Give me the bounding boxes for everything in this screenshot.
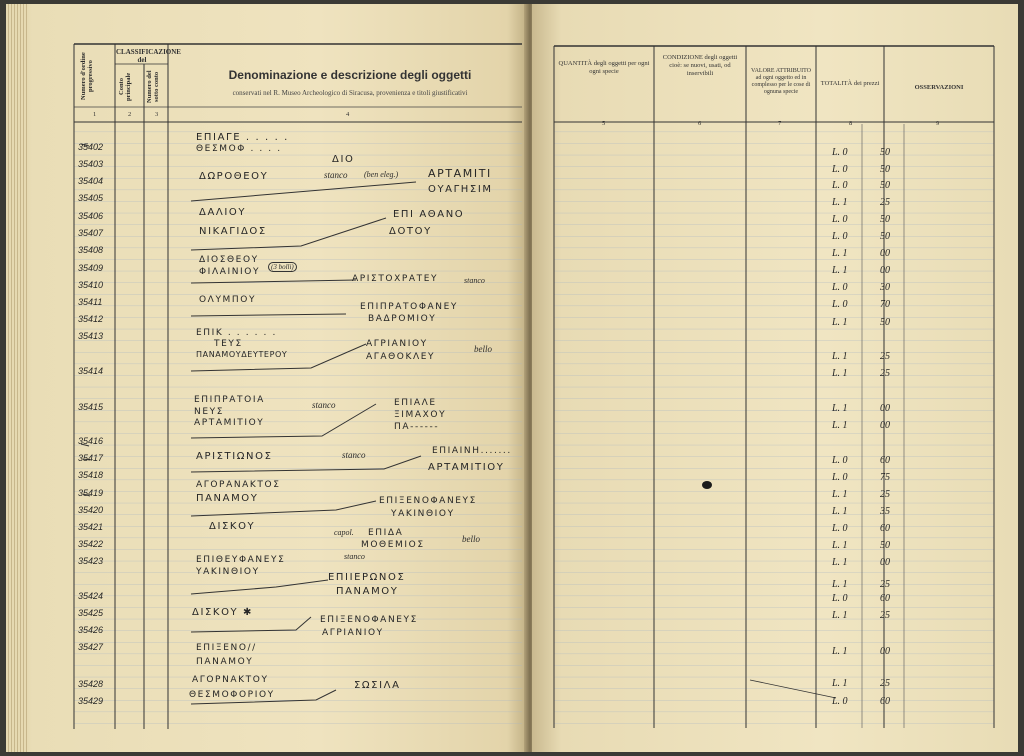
- inscription: ΠΑΝΑΜΟΥ: [336, 586, 399, 597]
- inscription: ΔΑΛΙΟΥ: [199, 207, 247, 218]
- inscription: ΑΓΡΙΑΝΙΟΥ: [322, 628, 384, 638]
- inscription: ΕΠΙΑΙΝΗ.......: [432, 446, 512, 456]
- header-osservazioni: OSSERVAZIONI: [914, 84, 964, 91]
- price-entry: [832, 317, 890, 328]
- price-lire: L. 1: [832, 506, 848, 517]
- inscription: ΟΥΑΓΗΣΙΜ: [428, 184, 493, 195]
- price-cents: 50: [880, 180, 890, 191]
- price-lire: L. 1: [832, 403, 848, 414]
- price-cents: 60: [880, 523, 890, 534]
- price-cents: 50: [880, 317, 890, 328]
- inventory-number: 35412: [78, 314, 104, 324]
- inventory-number: 35404: [78, 176, 104, 186]
- inscription: ΦΙΛΑΙΝΙΟΥ: [199, 267, 261, 277]
- left-page-ruling: [6, 4, 528, 752]
- column-number: 9: [936, 120, 940, 127]
- inventory-number: 35421: [78, 522, 104, 532]
- inscription: ΥΑΚΙΝΘΙΟΥ: [391, 509, 455, 519]
- condition-note: (ben eleg.): [364, 170, 399, 179]
- price-entry: [832, 646, 890, 657]
- price-lire: L. 0: [832, 164, 848, 175]
- price-entry: [832, 351, 890, 362]
- price-cents: 25: [880, 678, 890, 689]
- price-lire: L. 1: [832, 610, 848, 621]
- inventory-number: 35423: [78, 556, 104, 566]
- inventory-number: 35419: [78, 488, 104, 498]
- price-lire: L. 1: [832, 557, 848, 568]
- inventory-number: 35427: [78, 642, 104, 652]
- inscription: ΕΠΙ ΑΘΑΝΟ: [393, 209, 465, 220]
- price-lire: L. 0: [832, 455, 848, 466]
- price-cents: 25: [880, 351, 890, 362]
- price-cents: 25: [880, 368, 890, 379]
- condition-note: bello: [474, 344, 492, 354]
- price-cents: 75: [880, 472, 890, 483]
- price-entry: [832, 472, 890, 483]
- inscription: ΣΩΣΙΛΑ: [354, 680, 401, 691]
- inscription: ΜΟΘΕΜΙΟΣ: [361, 540, 425, 550]
- inventory-number: 35416: [78, 436, 104, 446]
- condition-note: stanco: [464, 276, 485, 285]
- header-conto-principale: Conto principale: [118, 72, 132, 102]
- inscription: ΔΙΣΚΟΥ: [209, 521, 256, 532]
- price-cents: 35: [880, 506, 890, 517]
- inscription: ΑΡΤΑΜΙΤΙΟΥ: [428, 462, 505, 473]
- header-totalita: TOTALITÀ dei prezzi: [820, 80, 880, 87]
- inscription: ΔΩΡΟΘΕΟΥ: [199, 171, 269, 182]
- inventory-number: 35407: [78, 228, 104, 238]
- column-number: 5: [602, 120, 606, 127]
- price-entry: [832, 214, 890, 225]
- inscription: ΑΡΤΑΜΙΤΙΟΥ: [194, 418, 265, 428]
- column-number: 3: [155, 111, 159, 118]
- price-entry: [832, 696, 890, 707]
- column-number: 7: [778, 120, 782, 127]
- inventory-number: 35418: [78, 470, 104, 480]
- inventory-number: 35413: [78, 331, 104, 341]
- price-entry: [832, 579, 890, 590]
- left-page: [6, 4, 528, 752]
- price-entry: [832, 489, 890, 500]
- inscription: ΞΙΜΑΧΟΥ: [394, 410, 447, 420]
- header-quantita: QUANTITÀ degli oggetti per ogni ogni specie: [558, 60, 650, 75]
- inscription: ΕΠΙΙΕΡΩΝΟΣ: [328, 572, 406, 583]
- price-cents: 25: [880, 489, 890, 500]
- price-lire: L. 0: [832, 214, 848, 225]
- price-cents: 00: [880, 420, 890, 431]
- inventory-number: 35415: [78, 402, 104, 412]
- price-lire: L. 0: [832, 696, 848, 707]
- price-lire: L. 1: [832, 540, 848, 551]
- price-cents: 70: [880, 299, 890, 310]
- price-lire: L. 0: [832, 231, 848, 242]
- inscription: ΠΑΝΑΜΟΥ: [196, 493, 259, 504]
- price-entry: [832, 403, 890, 414]
- header-numero-ordine: Numero d'ordine progressivo: [80, 52, 94, 100]
- price-entry: [832, 678, 890, 689]
- inventory-number: 35406: [78, 211, 104, 221]
- price-lire: L. 0: [832, 593, 848, 604]
- column-number: 8: [849, 120, 853, 127]
- inventory-number: 35429: [78, 696, 104, 706]
- price-cents: 50: [880, 231, 890, 242]
- inscription: ΑΡΙΣΤΙΩΝΟΣ: [196, 451, 273, 462]
- inscription: ΕΠΙΞΕΝΟΦΑΝΕΥΣ: [379, 496, 477, 506]
- price-entry: [832, 506, 890, 517]
- inventory-number: 35422: [78, 539, 104, 549]
- inscription: ΑΓΡΙΑΝΙΟΥ: [366, 339, 428, 349]
- price-lire: L. 0: [832, 147, 848, 158]
- right-page: [532, 4, 1018, 752]
- inscription: ΠΑΝΑΜΟΥΔΕΥΤΕΡΟΥ: [196, 350, 288, 359]
- inscription: ΤΕΥΣ: [214, 339, 243, 349]
- price-entry: [832, 610, 890, 621]
- price-cents: 25: [880, 579, 890, 590]
- price-cents: 60: [880, 593, 890, 604]
- inscription: ΕΠΙΔΑ: [368, 528, 404, 538]
- price-cents: 50: [880, 147, 890, 158]
- price-entry: [832, 164, 890, 175]
- price-lire: L. 1: [832, 197, 848, 208]
- price-cents: 00: [880, 557, 890, 568]
- price-entry: [832, 368, 890, 379]
- inscription: ΑΓΑΘΟΚΛΕΥ: [366, 352, 436, 362]
- page-subtitle: conservati nel R. Museo Archeologico di Siracusa, provenienza e titoli giustificativi: [232, 89, 468, 97]
- price-entry: [832, 420, 890, 431]
- inventory-number: 35405: [78, 193, 104, 203]
- condition-note: stanco: [344, 552, 365, 561]
- price-lire: L. 0: [832, 282, 848, 293]
- inventory-number: 35410: [78, 280, 104, 290]
- inscription: ΑΓΟΡΑΝΑΚΤΟΣ: [196, 480, 281, 490]
- inscription: ΕΠΙΑΛΕ: [394, 398, 437, 408]
- price-cents: 50: [880, 540, 890, 551]
- price-lire: L. 1: [832, 579, 848, 590]
- price-cents: 60: [880, 696, 890, 707]
- price-entry: [832, 593, 890, 604]
- inscription: ΑΡΙΣΤΟΧΡΑΤΕΥ: [352, 274, 439, 284]
- price-entry: [832, 147, 890, 158]
- price-lire: L. 1: [832, 248, 848, 259]
- condition-note: stanco: [342, 450, 366, 460]
- inscription: ΕΠΙΠΡΑΤΟΦΑΝΕΥ: [360, 302, 458, 312]
- price-cents: 25: [880, 197, 890, 208]
- inventory-number: 35409: [78, 263, 104, 273]
- inscription: ΝΙΚΑΓΙΔΟΣ: [199, 226, 267, 237]
- inventory-number: 35424: [78, 591, 104, 601]
- inscription: ΒΑΔΡΟΜΙΟΥ: [368, 314, 437, 324]
- price-cents: 60: [880, 455, 890, 466]
- price-entry: [832, 540, 890, 551]
- price-entry: [832, 248, 890, 259]
- inscription: ΘΕΣΜΟΦ . . . .: [196, 144, 282, 154]
- price-cents: 50: [880, 214, 890, 225]
- inscription: ΝΕΥΣ: [194, 407, 225, 417]
- inventory-number: 35402: [78, 142, 104, 152]
- inscription: ΟΛΥΜΠΟΥ: [199, 295, 257, 305]
- price-lire: L. 1: [832, 317, 848, 328]
- inventory-number: 35426: [78, 625, 104, 635]
- header-valore: VALORE ATTRIBUITO ad ogni oggetto ed in complesso per le cose di ognuna specie: [751, 68, 811, 95]
- price-lire: L. 0: [832, 180, 848, 191]
- inventory-number: 35414: [78, 366, 104, 376]
- price-lire: L. 0: [832, 472, 848, 483]
- price-cents: 25: [880, 610, 890, 621]
- column-number: 1: [93, 111, 97, 118]
- condition-note: capol.: [334, 528, 354, 537]
- inscription: ΘΕΣΜΟΦΟΡΙΟΥ: [189, 690, 275, 700]
- inventory-number: 35403: [78, 159, 104, 169]
- inscription: ΕΠΙΞΕΝΟΦΑΝΕΥΣ: [320, 615, 418, 625]
- price-entry: [832, 180, 890, 191]
- condition-note: stanco: [312, 400, 336, 410]
- inscription: ΕΠΙΑΓΕ . . . . .: [196, 132, 289, 143]
- price-lire: L. 1: [832, 646, 848, 657]
- right-page-ruling: [532, 4, 1018, 752]
- price-lire: L. 0: [832, 299, 848, 310]
- inventory-number: 35420: [78, 505, 104, 515]
- inscription: ΑΓΟΡΝΑΚΤΟΥ: [192, 675, 269, 685]
- price-lire: L. 1: [832, 368, 848, 379]
- inscription: ΥΑΚΙΝΘΙΟΥ: [196, 567, 260, 577]
- price-lire: L. 1: [832, 678, 848, 689]
- inscription: ΕΠΙΚ . . . . . .: [196, 328, 277, 338]
- header-sotto-conto: Numero del sotto conto: [146, 70, 160, 104]
- inscription: ΔΙΣΚΟΥ ✱: [192, 607, 254, 618]
- column-number: 6: [698, 120, 702, 127]
- price-cents: 00: [880, 403, 890, 414]
- page-title: Denominazione e descrizione degli oggetti: [228, 68, 472, 82]
- inventory-number: 35417: [78, 453, 104, 463]
- inscription: ΔΙΟ: [332, 154, 355, 165]
- price-entry: [832, 557, 890, 568]
- inventory-number: 35428: [78, 679, 104, 689]
- price-entry: [832, 231, 890, 242]
- inscription: ΕΠΙΞΕΝΟ//: [196, 643, 257, 653]
- header-classificazione: CLASSIFICAZIONE del: [116, 48, 181, 64]
- price-lire: L. 0: [832, 523, 848, 534]
- inscription: ΠΑΝΑΜΟΥ: [196, 657, 254, 667]
- price-lire: L. 1: [832, 489, 848, 500]
- header-condizione: CONDIZIONE degli oggetti cioè: se nuovi, usati, od inservibili: [662, 54, 738, 77]
- price-cents: 30: [880, 282, 890, 293]
- column-number: 4: [346, 111, 350, 118]
- ink-blot: [702, 481, 712, 489]
- price-cents: 00: [880, 646, 890, 657]
- inscription: ΕΠΙΘΕΥΦΑΝΕΥΣ: [196, 555, 286, 565]
- column-number: 2: [128, 111, 132, 118]
- inventory-number: 35411: [78, 297, 103, 307]
- inventory-number: 35425: [78, 608, 104, 618]
- price-entry: [832, 197, 890, 208]
- price-cents: 50: [880, 164, 890, 175]
- inscription: ΑΡΤΑΜΙΤΙ: [428, 167, 492, 180]
- ledger-book: [6, 4, 1018, 752]
- price-cents: 00: [880, 265, 890, 276]
- price-lire: L. 1: [832, 265, 848, 276]
- price-lire: L. 1: [832, 420, 848, 431]
- condition-note: stanco: [324, 170, 348, 180]
- inscription: ΠΑ------: [394, 422, 440, 432]
- price-cents: 00: [880, 248, 890, 259]
- inscription: ΔΙΟΣΘΕΟΥ: [199, 255, 259, 265]
- inscription: ΕΠΙΠΡΑΤΟΙΑ: [194, 395, 265, 405]
- condition-note: bello: [462, 534, 480, 544]
- price-entry: [832, 282, 890, 293]
- inventory-number: 35408: [78, 245, 104, 255]
- condition-note: (3 bolli): [268, 262, 297, 272]
- inscription: ΔΟΤΟΥ: [389, 226, 432, 237]
- price-lire: L. 1: [832, 351, 848, 362]
- price-entry: [832, 455, 890, 466]
- price-entry: [832, 299, 890, 310]
- price-entry: [832, 523, 890, 534]
- price-entry: [832, 265, 890, 276]
